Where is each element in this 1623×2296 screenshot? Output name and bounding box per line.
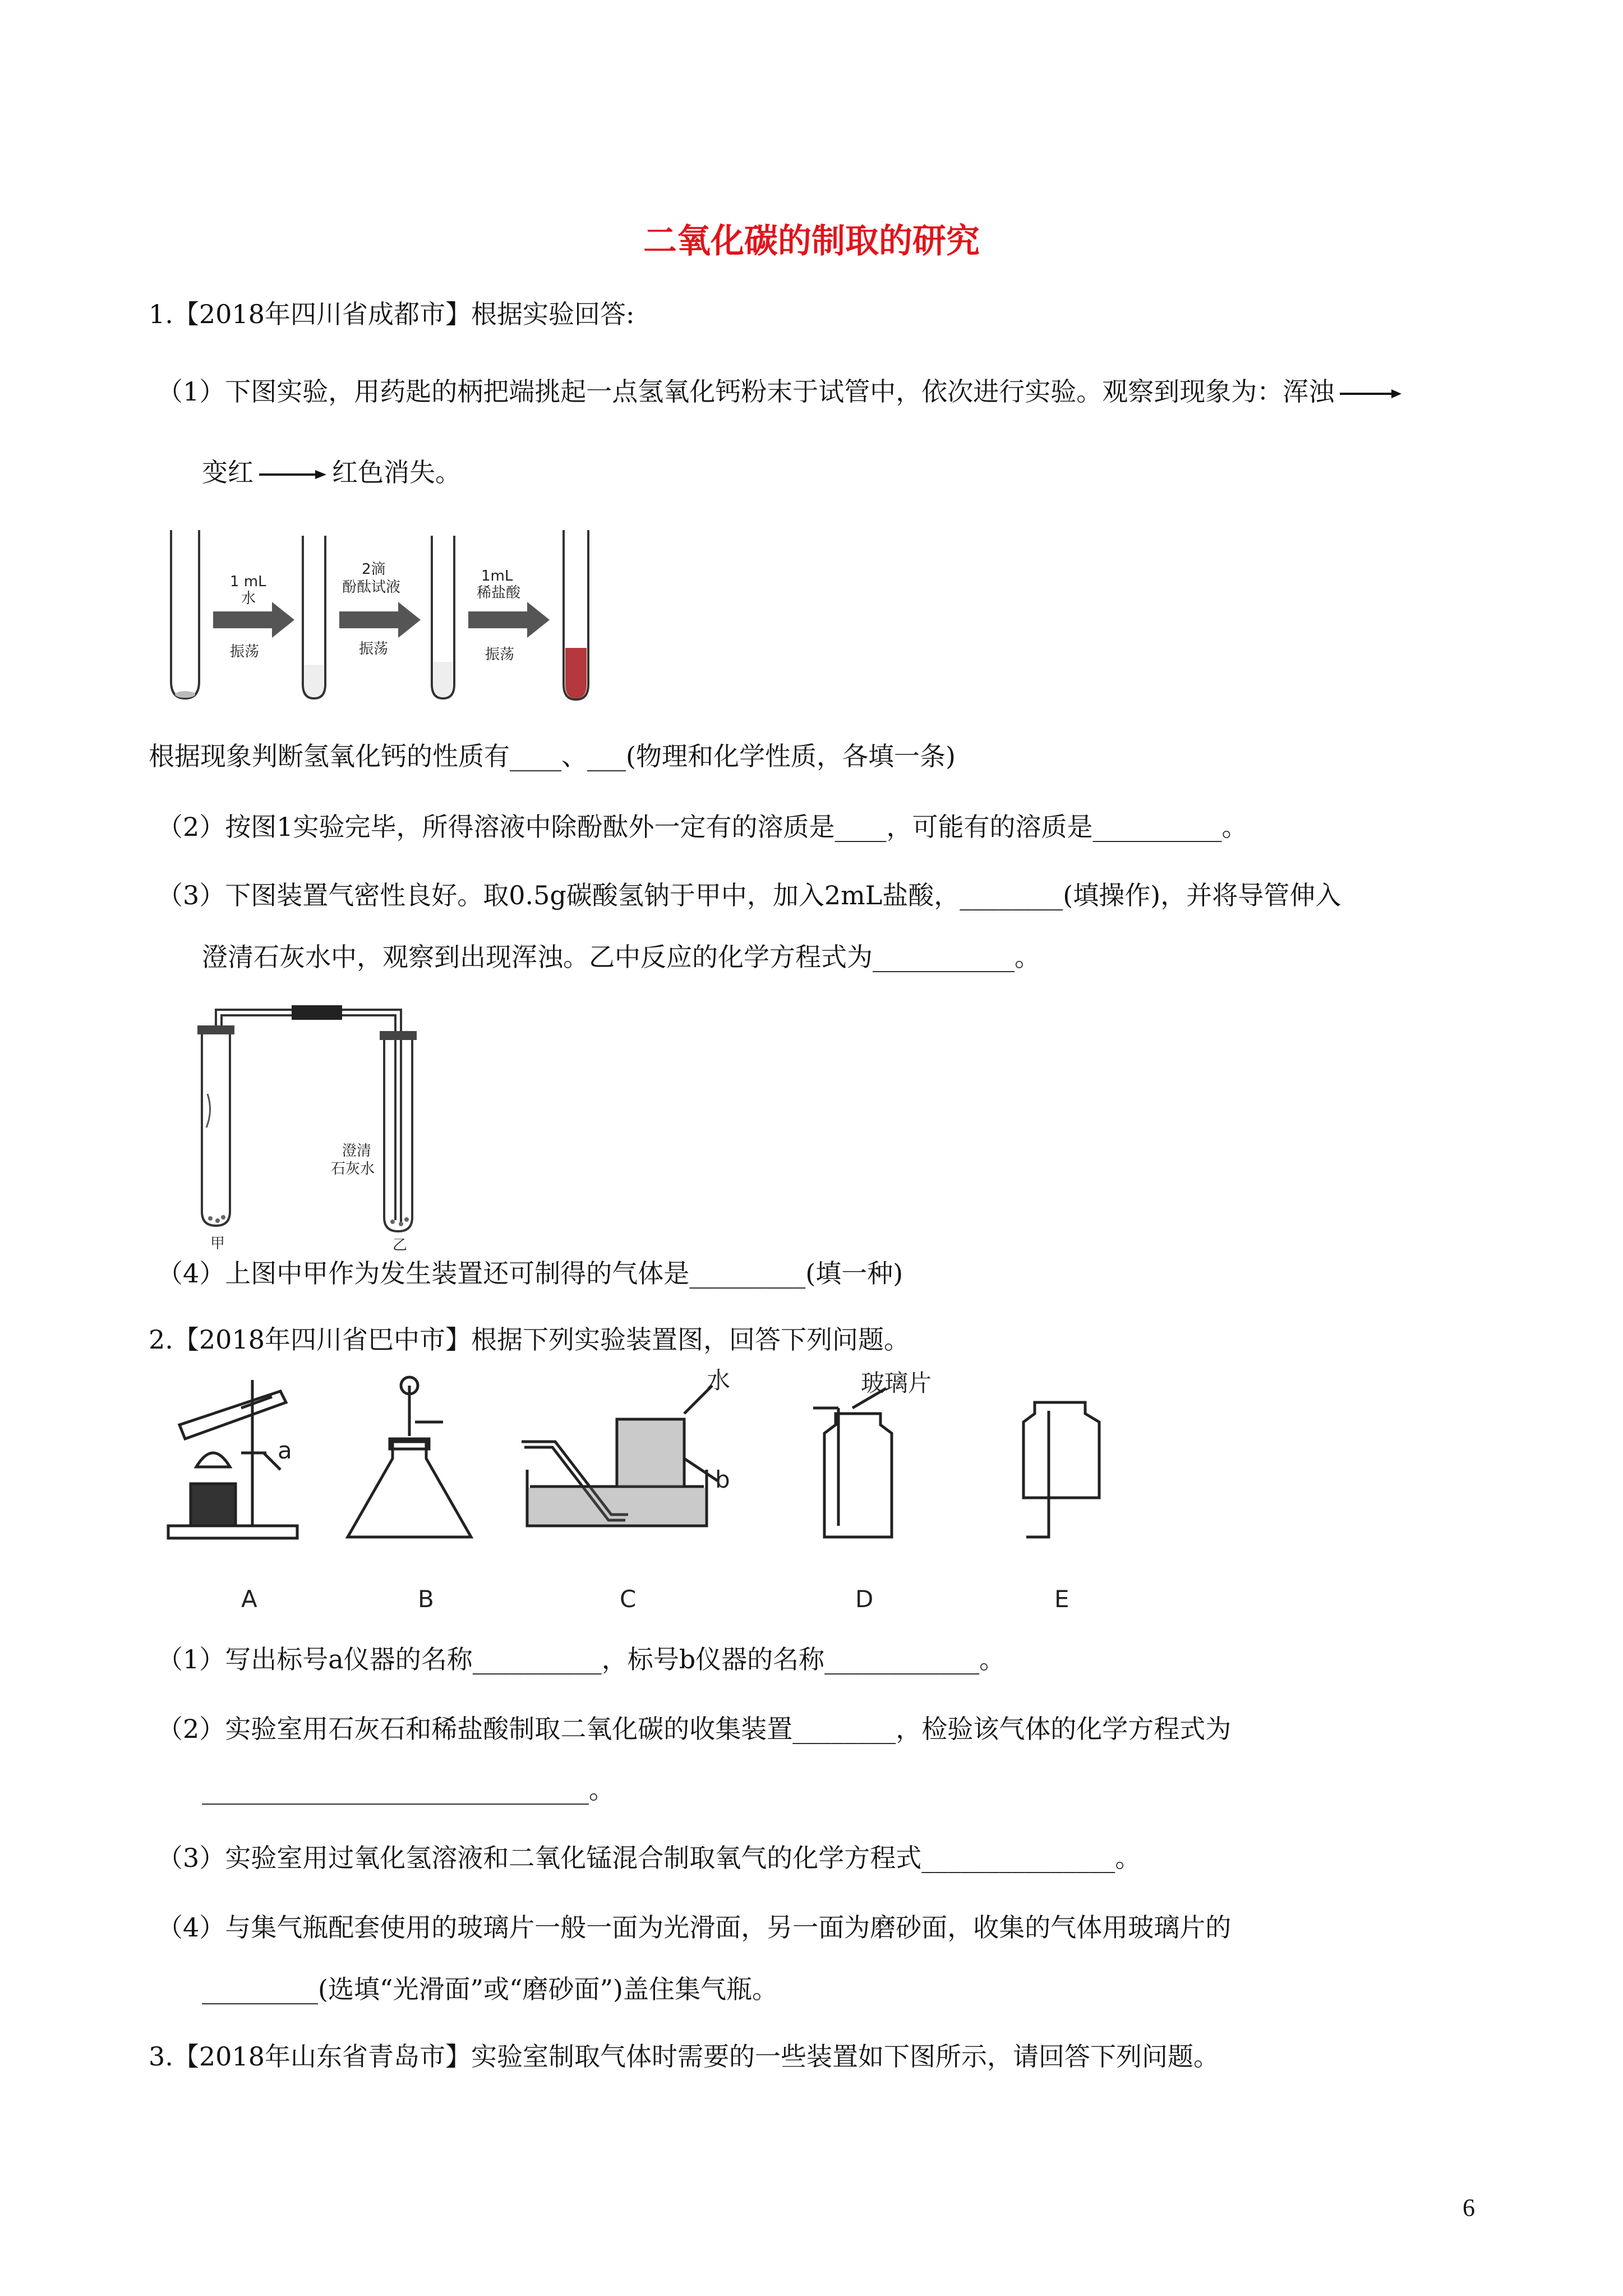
test-tube-1	[171, 530, 199, 698]
q2-part4-line1: （4）与集气瓶配套使用的玻璃片一般一面为光滑面，另一面为磨砂面，收集的气体用玻璃片的	[157, 1912, 1232, 1943]
callout-a: a	[278, 1437, 292, 1464]
q1-part2: （2）按图1实验完毕，所得溶液中除酚酞外一定有的溶质是____，可能有的溶质是__________。	[157, 812, 1248, 842]
fig1-label: 振荡	[230, 643, 260, 660]
label-b: B	[418, 1585, 434, 1613]
q2-part4-line2: _________(选填“光滑面”或“磨砂面”)盖住集气瓶。	[202, 1974, 778, 2004]
q1-part1-text: （1）下图实验，用药匙的柄把端挑起一点氢氧化钙粉末于试管中，依次进行实验。观察到现象为：浑浊	[157, 376, 1335, 407]
label-a: A	[241, 1585, 257, 1613]
label-d: D	[855, 1585, 874, 1613]
q2-part2-line1: （2）实验室用石灰石和稀盐酸制取二氧化碳的收集装置________，检验该气体的化学方程式为	[157, 1714, 1232, 1744]
q1-property-question: 根据现象判断氢氧化钙的性质有____、___(物理和化学性质，各填一条)	[149, 741, 956, 771]
arrow-right-icon	[213, 602, 294, 638]
q2-part1: （1）写出标号a仪器的名称__________，标号b仪器的名称____________。	[157, 1644, 1006, 1674]
q1-part3-line2: 澄清石灰水中，观察到出现浑浊。乙中反应的化学方程式为___________。	[202, 942, 1040, 972]
fig2-label: 石灰水	[331, 1161, 375, 1177]
apparatus-b	[348, 1377, 471, 1537]
callout-b: b	[715, 1466, 730, 1493]
callout-glass-slide: 玻璃片	[861, 1369, 932, 1397]
label-e: E	[1054, 1585, 1069, 1613]
page-title: 二氧化碳的制取的研究	[643, 222, 980, 261]
delivery-tube	[216, 1010, 401, 1223]
fig1-label: 2滴	[362, 561, 386, 578]
fig2-label: 乙	[393, 1237, 408, 1251]
red-solution	[565, 648, 587, 698]
q3-heading: 3.【2018年山东省青岛市】实验室制取气体时需要的一些装置如下图所示，请回答下列问题。	[149, 2041, 1219, 2072]
q1-part3-line1: （3）下图装置气密性良好。取0.5g碳酸氢钠于甲中，加入2mL盐酸，________(填操作)，并将导管伸入	[157, 880, 1341, 910]
lab-apparatus-figure	[151, 1369, 1122, 1616]
gas-generation-apparatus-figure	[191, 999, 482, 1251]
tube-yi	[384, 1038, 412, 1231]
apparatus-e	[1023, 1402, 1099, 1537]
q2-part2-line2: ______________________________。	[202, 1774, 615, 1805]
fig1-label: 振荡	[359, 641, 389, 657]
q1-part4: （4）上图中甲作为发生装置还可制得的气体是_________(填一种)	[157, 1258, 903, 1289]
fig1-label: 振荡	[485, 646, 515, 663]
arrow-right-icon	[468, 602, 550, 638]
tube-jia	[202, 1032, 230, 1226]
apparatus-d	[813, 1388, 892, 1537]
q1-part1-disappear-text: 红色消失。	[332, 457, 461, 487]
q1-part1-red-text: 变红	[202, 457, 253, 487]
arrow-right-icon	[1340, 388, 1401, 399]
fig2-label: 甲	[210, 1235, 225, 1251]
fig2-label: 澄清	[342, 1143, 372, 1159]
fig1-label: 酚酞试液	[342, 579, 401, 596]
q2-part3: （3）实验室用过氧化氢溶液和二氧化锰混合制取氧气的化学方程式_______________。	[157, 1843, 1141, 1873]
q1-part1-line2	[202, 455, 461, 489]
arrow-right-icon	[339, 602, 421, 638]
test-tube-sequence-figure	[151, 519, 600, 710]
fig1-label: 1mL	[481, 568, 513, 585]
q1-part1-line1	[157, 375, 1407, 408]
fig1-label: 稀盐酸	[477, 585, 521, 601]
callout-water: 水	[707, 1369, 731, 1394]
q1-heading: 1.【2018年四川省成都市】根据实验回答:	[149, 299, 635, 329]
fig1-label: 水	[241, 590, 256, 607]
label-c: C	[620, 1585, 637, 1613]
q2-heading: 2.【2018年四川省巴中市】根据下列实验装置图，回答下列问题。	[149, 1324, 910, 1355]
page-number: 6	[1463, 2194, 1475, 2221]
fig1-label: 1 mL	[230, 573, 266, 590]
arrow-right-icon	[259, 469, 326, 480]
